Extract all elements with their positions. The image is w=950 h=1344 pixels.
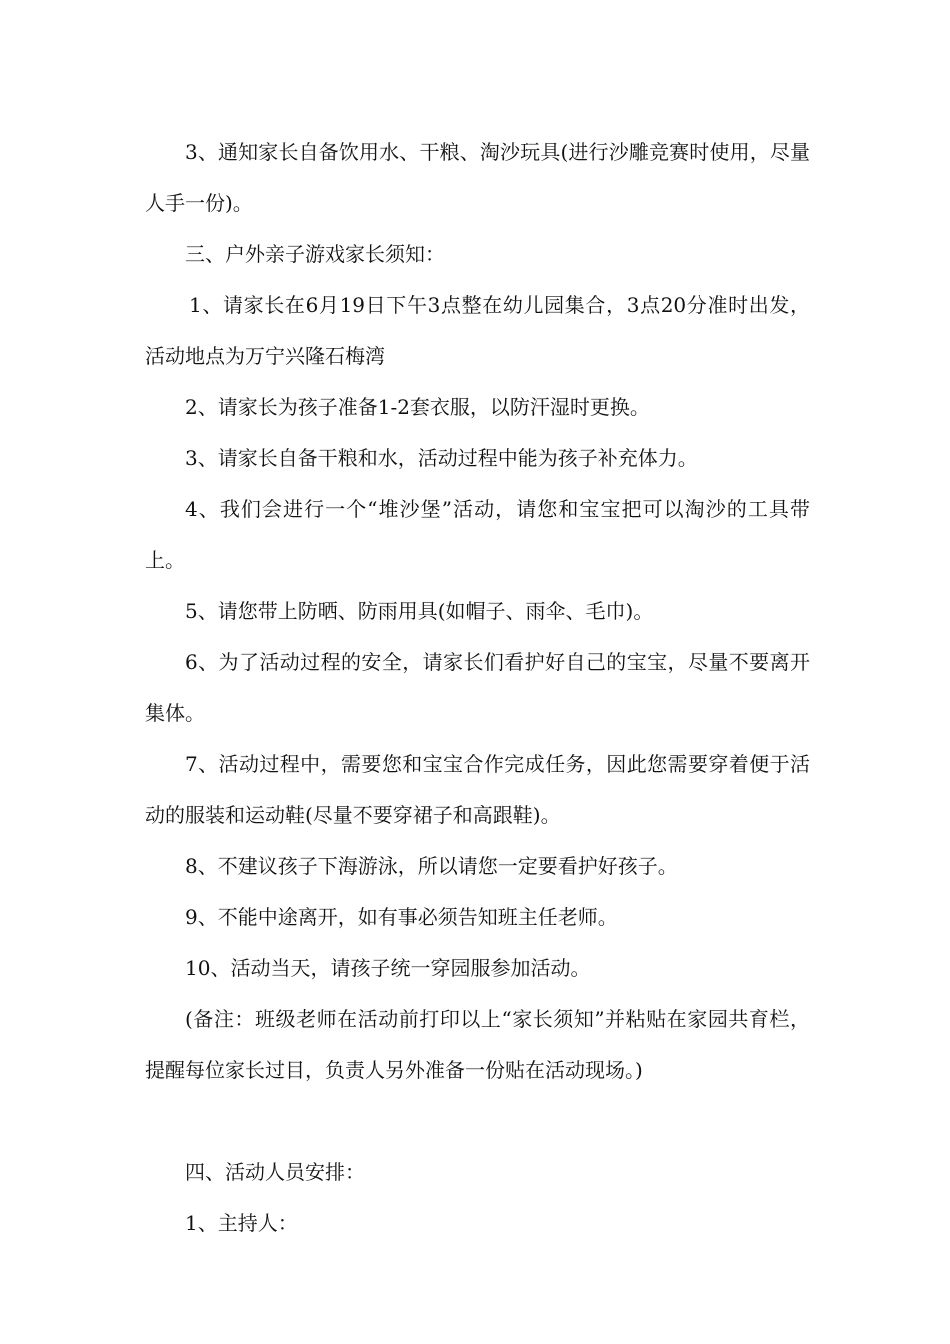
staff-item-1-host: 1、主持人： <box>185 1211 298 1235</box>
notice-item-4-sandcastle: 4、我们会进行一个“堆沙堡”活动，请您和宝宝把可以淘沙的工具带上。 <box>145 497 810 572</box>
notice-item-10-uniform: 10、活动当天，请孩子统一穿园服参加活动。 <box>185 956 591 980</box>
notice-item-1-meeting-time: 1、请家长在6月19日下午3点整在幼儿园集合，3点20分准时出发，活动地点为万宁兴隆石梅湾 <box>145 293 810 368</box>
document-body <box>145 127 810 1249</box>
notice-item-6-safety: 6、为了活动过程的安全，请家长们看护好自己的宝宝，尽量不要离开集体。 <box>145 650 810 725</box>
notice-item-7-attire: 7、活动过程中，需要您和宝宝合作完成任务，因此您需要穿着便于活动的服装和运动鞋(尽量不要穿裙子和高跟鞋)。 <box>145 752 810 827</box>
notice-item-9-no-leaving: 9、不能中途离开，如有事必须告知班主任老师。 <box>185 905 618 929</box>
section-heading-parent-notice: 三、户外亲子游戏家长须知： <box>185 242 445 266</box>
section-heading-staff-arrangement: 四、活动人员安排： <box>185 1160 365 1184</box>
notice-item-5-sun-rain-gear: 5、请您带上防晒、防雨用具(如帽子、雨伞、毛巾)。 <box>185 599 654 623</box>
notice-item-3-food-water: 3、请家长自备干粮和水，活动过程中能为孩子补充体力。 <box>185 446 698 470</box>
paragraph-item-3-supplies: 3、通知家长自备饮用水、干粮、淘沙玩具(进行沙雕竞赛时使用，尽量人手一份)。 <box>145 140 810 215</box>
blank-line <box>145 1096 810 1147</box>
remarks-note: (备注：班级老师在活动前打印以上“家长须知”并粘贴在家园共育栏，提醒每位家长过目，负责人另外准备一份贴在活动现场。) <box>145 1007 810 1082</box>
notice-item-2-clothes: 2、请家长为孩子准备1-2套衣服，以防汗湿时更换。 <box>185 395 650 419</box>
notice-item-8-no-swimming: 8、不建议孩子下海游泳，所以请您一定要看护好孩子。 <box>185 854 678 878</box>
